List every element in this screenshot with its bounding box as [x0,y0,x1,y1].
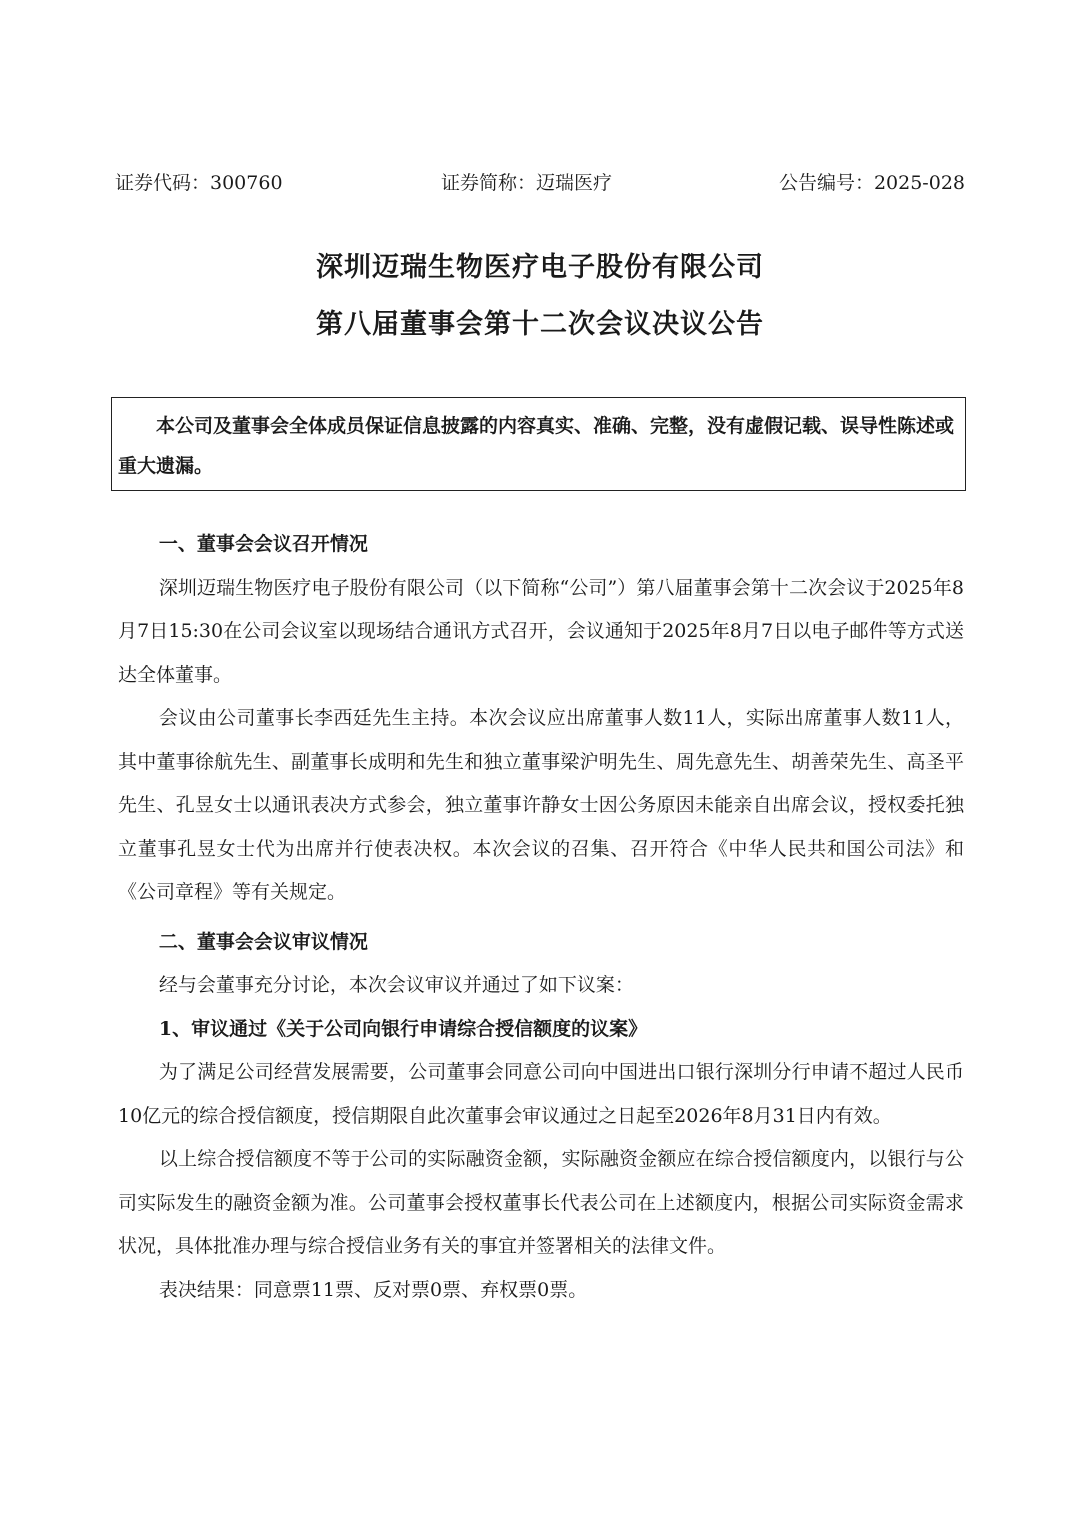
disclosure-notice-box: 本公司及董事会全体成员保证信息披露的内容真实、准确、完整，没有虚假记载、误导性陈述或重大遗漏。 [111,397,966,491]
stock-code: 证券代码：300760 [115,172,283,194]
motion-title: 1、审议通过《关于公司向银行申请综合授信额度的议案》 [158,1017,648,1040]
announcement-number: 公告编号：2025-028 [778,172,965,194]
announcement-header [115,166,965,200]
company-title: 深圳迈瑞生物医疗电子股份有限公司 [316,252,764,283]
paragraph-credit-authorization: 以上综合授信额度不等于公司的实际融资金额，实际融资金额应在综合授信额度内，以银行与公司实际发生的融资金额为准。公司董事会授权董事长代表公司在上述额度内，根据公司实际资金需求状况，具体批准办理与综合授信业务有关的事宜并签署相关的法律文件。 [118,1148,964,1257]
announcement-title: 第八届董事会第十二次会议决议公告 [316,309,764,340]
paragraph-meeting-convened: 深圳迈瑞生物医疗电子股份有限公司（以下简称“公司”）第八届董事会第十二次会议于2025年8月7日15:30在公司会议室以现场结合通讯方式召开，会议通知于2025年8月7日以电子邮件等方式送达全体董事。 [118,576,964,686]
section-heading-review: 二、董事会会议审议情况 [158,930,368,953]
paragraph-attendance: 会议由公司董事长李西廷先生主持。本次会议应出席董事人数11人，实际出席董事人数11人，其中董事徐航先生、副董事长成明和先生和独立董事梁沪明先生、周先意先生、胡善荣先生、高圣平先生、孔昱女士以通讯表决方式参会，独立董事许静女士因公务原因未能亲自出席会议，授权委托独立董事孔昱女士代为出席并行使表决权。本次会议的召集、召开符合《中华人民共和国公司法》和《公司章程》等有关规定。 [118,707,964,903]
stock-name: 证券简称：迈瑞医疗 [441,172,613,194]
paragraph-review-intro: 经与会董事充分讨论，本次会议审议并通过了如下议案： [158,974,634,996]
vote-result: 表决结果：同意票11票、反对票0票、弃权票0票。 [158,1278,588,1301]
paragraph-credit-line: 为了满足公司经营发展需要，公司董事会同意公司向中国进出口银行深圳分行申请不超过人民币10亿元的综合授信额度，授信期限自此次董事会审议通过之日起至2026年8月31日内有效。 [118,1061,964,1127]
section-heading-meeting: 一、董事会会议召开情况 [158,533,368,555]
document-body [118,523,964,1312]
